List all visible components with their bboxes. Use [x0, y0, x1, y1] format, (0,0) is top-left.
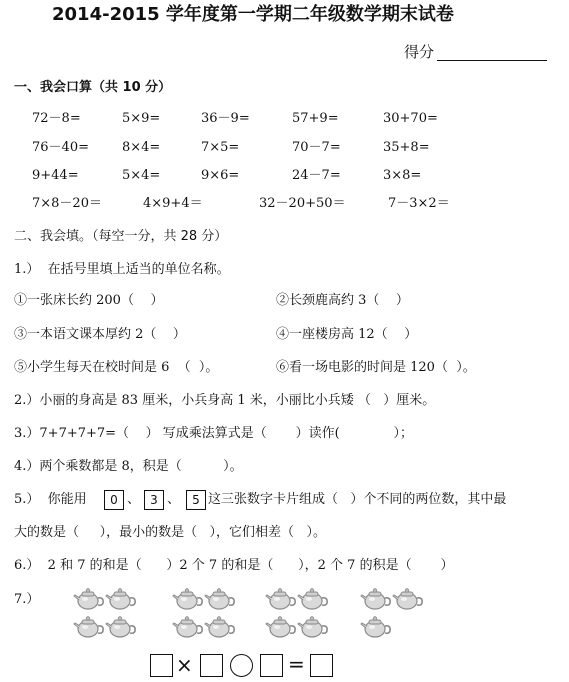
card-separator: 、 — [127, 492, 141, 507]
calc-item: 9+44= — [32, 168, 79, 183]
card-separator: 、 — [167, 492, 181, 507]
teapot-icon — [204, 586, 236, 612]
teapot-icon — [297, 586, 329, 612]
calc-item: 30+70= — [383, 111, 438, 126]
teapot-icon — [204, 614, 236, 640]
number-card: 0 — [104, 490, 124, 510]
q1-item: ②长颈鹿高约 3（ ） — [276, 293, 409, 308]
q4-text: 4.）两个乘数都是 8，积是（ ）。 — [14, 459, 243, 474]
teapot-icon — [360, 586, 392, 612]
equals-sign: = — [288, 652, 305, 676]
teapot-icon — [73, 614, 105, 640]
calc-item: 72－8= — [32, 111, 81, 126]
teapot-icon — [265, 586, 297, 612]
calc-item: 57+9= — [292, 111, 339, 126]
score-blank-line — [437, 60, 547, 61]
calc-item: 5×4= — [122, 168, 161, 183]
teapot-icon — [73, 586, 105, 612]
teapot-icon — [105, 614, 137, 640]
calc-item: 4×9+4＝ — [143, 196, 203, 211]
calc-item: 76－40= — [32, 140, 89, 155]
number-card: 5 — [186, 490, 206, 510]
answer-box — [150, 654, 173, 677]
q2-text: 2.）小丽的身高是 83 厘米，小兵身高 1 米，小丽比小兵矮 （ ）厘米。 — [14, 393, 436, 408]
answer-box — [310, 654, 333, 677]
times-sign: × — [176, 653, 193, 677]
q1-intro: 1.） 在括号里填上适当的单位名称。 — [14, 262, 230, 277]
q1-item: ①一张床长约 200（ ） — [14, 293, 164, 308]
score-label: 得分 — [404, 43, 435, 61]
q7-label: 7.） — [14, 592, 40, 607]
answer-box — [260, 654, 283, 677]
calc-item: 24－7= — [292, 168, 341, 183]
q5-prefix: 5.） 你能用 — [14, 492, 87, 507]
exam-title: 2014-2015 学年度第一学期二年级数学期末试卷 — [52, 4, 454, 25]
teapot-icon — [360, 614, 392, 640]
q1-item: ③一本语文课本厚约 2（ ） — [14, 327, 186, 342]
calc-item: 36－9= — [201, 111, 250, 126]
calc-item: 32－20+50＝ — [259, 196, 346, 211]
calc-item: 3×8= — [383, 168, 422, 183]
teapot-icon — [297, 614, 329, 640]
calc-item: 5×9= — [122, 111, 161, 126]
q1-item: ⑤小学生每天在校时间是 6 （ ）。 — [14, 360, 219, 375]
operator-circle — [230, 654, 253, 677]
teapot-icon — [392, 586, 424, 612]
calc-item: 7－3×2＝ — [388, 196, 450, 211]
calc-item: 7×8－20＝ — [32, 196, 102, 211]
teapot-icon — [172, 586, 204, 612]
q1-item: ④一座楼房高 12（ ） — [276, 327, 418, 342]
calc-item: 35+8= — [383, 140, 430, 155]
calc-item: 70－7= — [292, 140, 341, 155]
teapot-icon — [172, 614, 204, 640]
q5-suffix: 这三张数字卡片组成（ ）个不同的两位数，其中最 — [208, 492, 507, 507]
number-card: 3 — [144, 490, 164, 510]
section-heading-oral-calc: 一、我会口算（共 10 分） — [14, 80, 172, 95]
q1-item: ⑥看一场电影的时间是 120（ ）。 — [276, 360, 476, 375]
section-heading-fill: 二、我会填。（每空一分，共 28 分） — [14, 229, 228, 244]
teapot-icon — [105, 586, 137, 612]
calc-item: 9×6= — [201, 168, 240, 183]
q5-line2: 大的数是（ ），最小的数是（ ），它们相差（ ）。 — [14, 525, 326, 540]
q3-text: 3.）7+7+7+7=（ ） 写成乘法算式是（ ）读作( ）； — [14, 426, 413, 441]
answer-box — [200, 654, 223, 677]
calc-item: 8×4= — [122, 140, 161, 155]
teapot-icon — [265, 614, 297, 640]
q6-text: 6.） 2 和 7 的和是（ ）2 个 7 的和是（ ），2 个 7 的积是（ ） — [14, 558, 454, 573]
calc-item: 7×5= — [201, 140, 240, 155]
